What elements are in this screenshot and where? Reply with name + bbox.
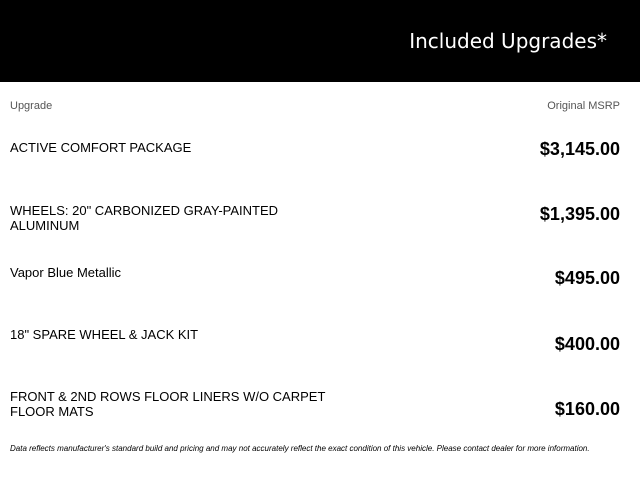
disclaimer-text: Data reflects manufacturer's standard build and pricing and may not accurately reflect the exact condition of this vehicle. Please contact dealer for more information. xyxy=(10,444,590,453)
page-title: Included Upgrades* xyxy=(409,29,607,53)
upgrade-name: WHEELS: 20" CARBONIZED GRAY-PAINTED ALUMINUM xyxy=(10,203,279,233)
upgrade-name: Vapor Blue Metallic xyxy=(10,265,122,280)
column-header-msrp: Original MSRP xyxy=(547,100,620,112)
upgrade-name: ACTIVE COMFORT PACKAGE xyxy=(10,140,192,155)
upgrade-price: $160.00 xyxy=(554,399,620,419)
upgrade-name: 18" SPARE WHEEL & JACK KIT xyxy=(10,327,199,342)
upgrade-price: $495.00 xyxy=(554,268,620,288)
column-header-upgrade: Upgrade xyxy=(10,100,53,112)
upgrade-price: $400.00 xyxy=(554,334,620,354)
upgrade-price: $1,395.00 xyxy=(539,204,620,224)
upgrade-name: FRONT & 2ND ROWS FLOOR LINERS W/O CARPET FLOOR MATS xyxy=(10,389,326,419)
header-bar xyxy=(0,0,640,82)
upgrade-price: $3,145.00 xyxy=(539,139,620,159)
